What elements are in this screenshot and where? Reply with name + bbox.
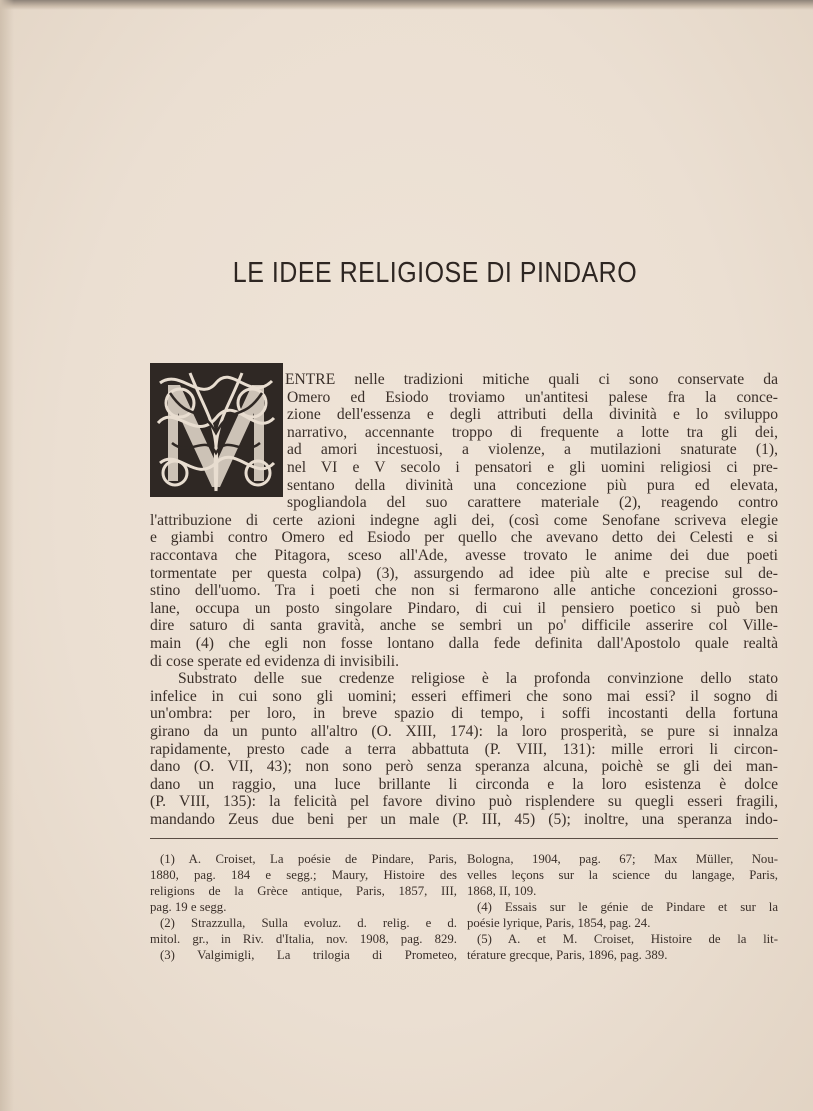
body-line: tormentate per questa colpa) (3), assurgendo ad idee più alte e precise sul de- <box>150 564 778 582</box>
footnote-line: (3) Valgimigli, La trilogia di Prometeo, <box>160 948 457 962</box>
body-line: stino dell'uomo. Tra i poeti che non si fermarono alle antiche concezioni grosso- <box>150 582 778 600</box>
body-line: dano un raggio, una luce brillante li circonda e la loro esistenza è dolce <box>150 775 778 793</box>
body-line: zione dell'essenza e degli attributi della divinità e lo sviluppo <box>287 406 778 424</box>
body-line: un'ombra: per loro, in breve spazio di tempo, i soffi incostanti della fortuna <box>150 705 778 723</box>
page-left-edge <box>0 0 14 1111</box>
body-line: nel VI e V secolo i pensatori e gli uomini religiosi ci pre- <box>287 459 778 476</box>
footnote-line: Bologna, 1904, pag. 67; Max Müller, Nou- <box>467 852 778 866</box>
footnote-line: mitol. gr., in Riv. d'Italia, nov. 1908, pag. 829. <box>150 932 457 946</box>
footnote-line: 1880, pag. 184 e segg.; Maury, Histoire des <box>150 868 457 882</box>
footnote-line: pag. 19 e segg. <box>150 900 227 914</box>
body-line: e giambi contro Omero ed Esiodo per quello che avevano detto dei Celesti e si <box>150 529 778 547</box>
body-line: dire saturo di santa gravità, anche se sembri un po' difficile asserire col Ville- <box>150 617 778 635</box>
footnote-line: (1) A. Croiset, La poésie de Pindare, Paris, <box>160 852 457 866</box>
footnote-line: (4) Essais sur le génie de Pindare et sur la <box>477 900 778 914</box>
body-line: spogliandola del suo carattere materiale (2), reagendo contro <box>287 494 778 512</box>
footnote-line: velles leçons sur la science du langage, Paris, <box>467 868 778 882</box>
body-line: rapidamente, presto cade a terra abbattuta (P. VIII, 131): mille errori li circon- <box>150 740 778 758</box>
body-line-opening: ENTRE nelle tradizioni mitiche quali ci sono conservate da <box>285 371 778 388</box>
footnote-line: térature grecque, Paris, 1896, pag. 389. <box>467 948 668 962</box>
body-line: mandando Zeus due beni per un male (P. III, 45) (5); inoltre, una speranza indo- <box>150 811 778 828</box>
body-line: dano (O. VII, 43); non sono però senza speranza alcuna, poichè se gli dei man- <box>150 758 778 776</box>
footnote-line: (2) Strazzulla, Sulla evoluz. d. relig. e d. <box>160 916 457 930</box>
body-line: l'attribuzione di certe azioni indegne agli dei, (così come Senofane scriveva elegie <box>150 511 778 529</box>
body-line: sentano della divinità una concezione più pura ed elevata, <box>287 476 778 494</box>
body-line: lane, occupa un posto singolare Pindaro, di cui il pensiero poetico si può ben <box>150 599 778 617</box>
body-line: girano da un punto all'altro (O. XIII, 174): la loro prosperità, se pure si innalza <box>150 723 778 740</box>
footnote-line: 1868, II, 109. <box>467 884 537 898</box>
body-line: main (4) che egli non fosse lontano dalla fede definita dall'Apostolo quale realtà <box>150 635 778 652</box>
footnote-line: religions de la Grèce antique, Paris, 1857, III, <box>150 884 457 898</box>
footnote-line: poésie lyrique, Paris, 1854, pag. 24. <box>467 916 651 930</box>
body-line: raccontava che Pitagora, sceso all'Ade, avesse trovato le anime dei due poeti <box>150 547 778 564</box>
chapter-title: LE IDEE RELIGIOSE DI PINDARO <box>232 256 638 289</box>
body-line: Omero ed Esiodo troviamo un'antitesi palese fra la conce- <box>287 388 778 406</box>
body-line: di cose sperate ed evidenza di invisibili. <box>150 652 399 670</box>
body-line: narrativo, accennante troppo di frequente a lotte tra gli dei, <box>287 423 778 441</box>
body-line: ad amori incestuosi, a violenze, a mutilazioni snaturate (1), <box>287 441 778 459</box>
decorated-initial-m <box>150 363 283 497</box>
body-line: Substrato delle sue credenze religiose è la profonda convinzione dello stato <box>178 670 778 688</box>
body-line: infelice in cui sono gli uomini; esseri effimeri che sono mai essi? il sogno di <box>150 687 778 705</box>
body-line: (P. VIII, 135): la felicità pel favore divino può risplendere su quegli esseri fragili, <box>150 793 778 811</box>
ornamental-initial-icon <box>150 363 283 497</box>
page-top-edge <box>0 0 813 10</box>
footnote-line: (5) A. et M. Croiset, Histoire de la lit- <box>477 932 778 946</box>
footnote-separator <box>150 838 778 839</box>
